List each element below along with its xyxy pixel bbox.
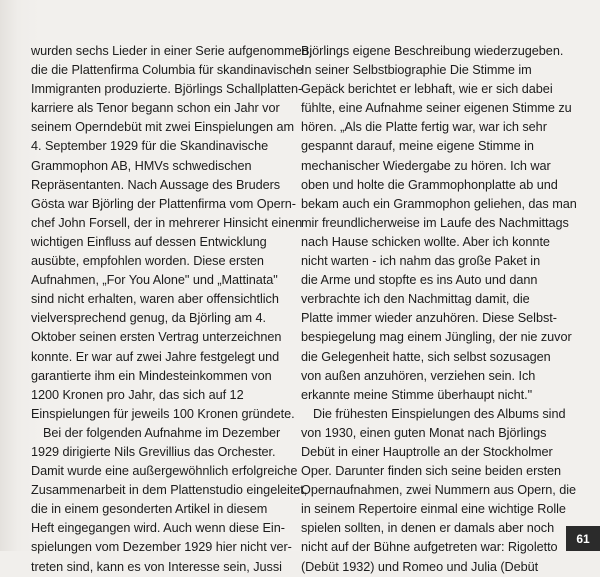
page-number-badge [566,526,600,551]
text-line: 1200 Kronen pro Jahr, das sich auf 12 [31,387,244,402]
text-line: wichtigen Einfluss auf dessen Entwicklung [31,234,267,249]
text-line: Björlings eigene Beschreibung wiederzugeben. [301,44,564,58]
text-line: gespannt darauf, meine eigene Stimme in [301,139,534,154]
text-line: wurden sechs Lieder in einer Serie aufgenommen, [31,44,313,58]
text-line: karriere als Tenor begann schon ein Jahr vor [31,101,280,116]
text-line: nicht auf der Bühne aufgetreten war: Rigoletto [301,540,558,555]
text-line: Immigranten produzierte. Björlings Schallplatten- [31,82,303,97]
text-line: Gepäck berichtet er lebhaft, wie er sich dabei [301,82,553,97]
right-text-column [301,42,583,577]
text-line: nicht warten - ich nahm das große Paket in [301,254,541,269]
text-line: spielen sollten, in denen er damals aber noch [301,521,555,536]
text-line: Platte immer wieder anzuhören. Diese Selbst- [301,311,557,326]
text-line: verbrachte ich den Nachmittag damit, die [301,292,530,307]
text-line: In seiner Selbstbiographie Die Stimme im [301,63,532,78]
text-line: Damit wurde eine außergewöhnlich erfolgreiche [31,464,298,479]
text-line: in seinem Repertoire einmal eine wichtige Rolle [301,502,566,517]
text-line: mir freundlicherweise im Laufe des Nachmittags [301,215,569,230]
text-line: von außen anzuhören, verziehen sein. Ich [301,368,536,383]
text-line: oben und holte die Grammophonplatte ab und [301,177,558,192]
text-line: mechanischer Wiedergabe zu hören. Ich war [301,158,551,173]
text-line: konnte. Er war auf zwei Jahre festgelegt und [31,349,280,364]
text-line: garantierte ihm ein Mindesteinkommen von [31,368,272,383]
text-line: Opernaufnahmen, zwei Nummern aus Opern, die [301,483,576,498]
text-line: Debüt in einer Hauptrolle an der Stockholmer [301,444,553,459]
text-line: nach Hause schicken wollte. Aber ich konnte [301,234,550,249]
text-line: 4. September 1929 für die Skandinavische [31,139,269,154]
text-line: chef John Forsell, der in mehrerer Hinsicht einen [31,215,303,230]
text-line: Oktober seinen ersten Vertrag unterzeichnen [31,330,282,345]
text-line: Bei der folgenden Aufnahme im Dezember [43,425,281,440]
text-line: die Gelegenheit hatte, sich selbst sozusagen [301,349,551,364]
text-line: Einspielungen für jeweils 100 Kronen gründete. [31,406,295,421]
text-line: sind nicht erhalten, waren aber offensichtlich [31,292,279,307]
text-line: Gösta war Björling der Plattenfirma vom Opern- [31,196,296,211]
text-line: spielungen vom Dezember 1929 hier nicht ver- [31,540,292,555]
text-line: Repräsentanten. Nach Aussage des Bruders [31,177,281,192]
text-line: Aufnahmen, „For You Alone" und „Mattinata" [31,273,278,288]
text-line: (Debüt 1932) und Romeo und Julia (Debüt [301,559,539,574]
text-line: von 1930, einen guten Monat nach Björlings [301,425,547,440]
text-line: hören. „Als die Platte fertig war, war ich sehr [301,120,547,135]
text-line: die Arme und stopfte es ins Auto und dann [301,273,538,288]
page-number: 61 [576,531,590,546]
text-line: Zusammenarbeit in dem Plattenstudio eingeleitet, [31,483,308,498]
text-line: bespiegelung mag einem Jüngling, der nie zuvor [301,330,572,345]
text-line: vielversprechend genug, da Björling am 4. [31,311,266,326]
text-line: Grammophon AB, HMVs schwedischen [31,158,252,173]
text-line: die die Plattenfirma Columbia für skandinavische [31,63,303,78]
text-line: erkannte meine Stimme überhaupt nicht." [301,387,533,402]
text-line: 1929 dirigierte Nils Grevillius das Orchester. [31,444,276,459]
text-line: Oper. Darunter finden sich seine beiden ersten [301,464,562,479]
text-line: bekam auch ein Grammophon geliehen, das man [301,196,577,211]
text-line: Heft eingegangen wird. Auch wenn diese Ein- [31,521,285,536]
text-line: seinem Operndebüt mit zwei Einspielungen am [31,120,295,135]
text-line: die in einem gesonderten Artikel in diesem [31,502,268,517]
text-line: ausübte, empfohlen worden. Diese ersten [31,254,264,269]
left-text-column [31,42,313,577]
text-line: treten sind, kann es von Interesse sein, Jussi [31,559,282,574]
text-line: fühlte, eine Aufnahme seiner eigenen Stimme zu [301,101,572,116]
text-line: Die frühesten Einspielungen des Albums sind [313,406,566,421]
